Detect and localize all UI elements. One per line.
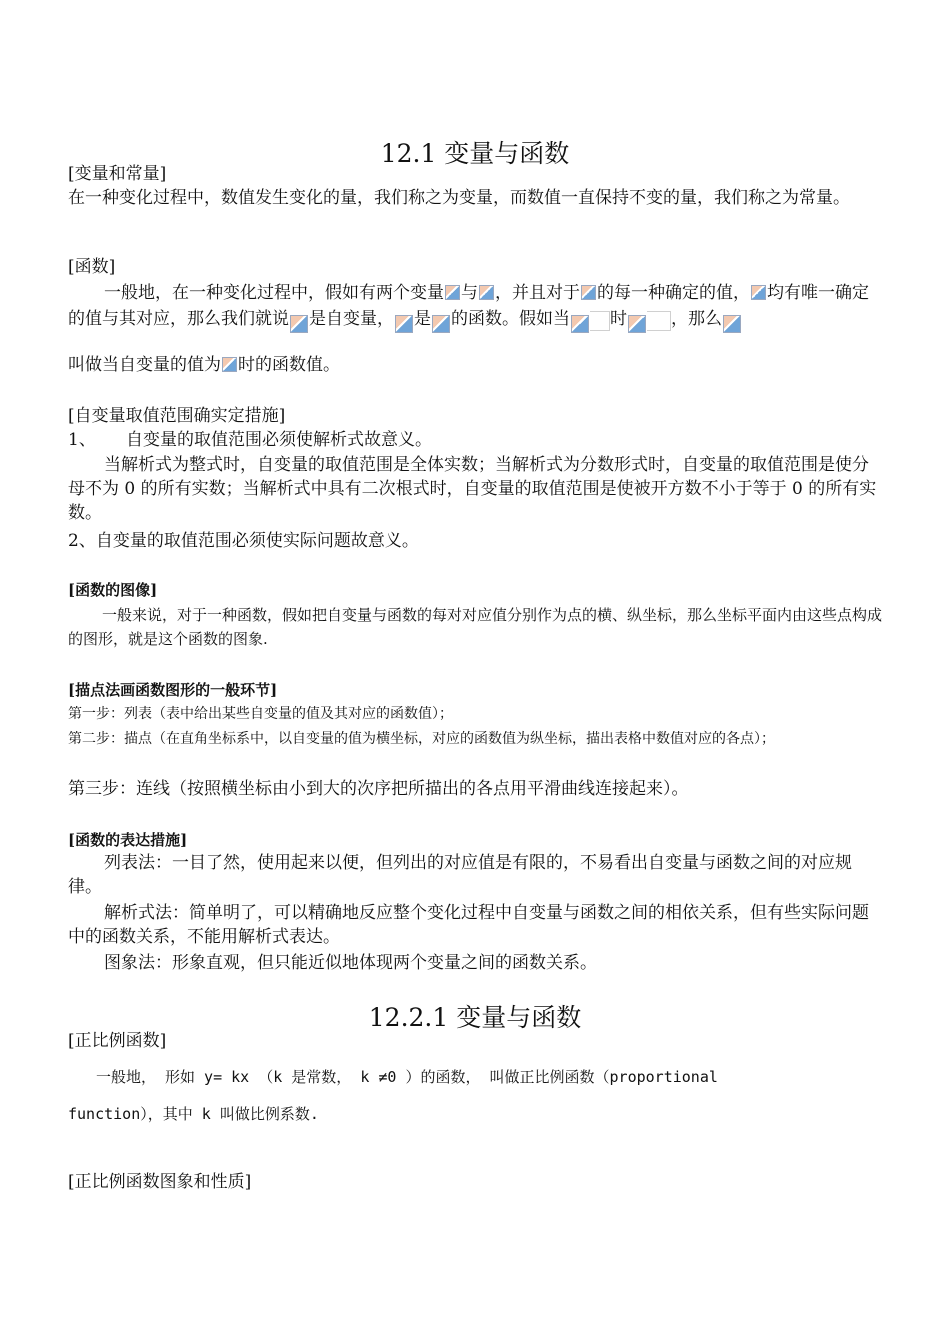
formula-image-icon <box>571 315 589 333</box>
para-graph-method: 图象法：形象直观，但只能近似地体现两个变量之间的函数关系。 <box>104 953 597 973</box>
heading-function: [函数] <box>68 257 116 277</box>
list-item-2: 2、自变量的取值范围必须使实际问题故意义。 <box>68 531 419 551</box>
para-function-definition: 一般地，在一种变化过程中，假如有两个变量 与 ，并且对于 的每一种确定的值， 均有唯一确定的值与其对应，那么我们就说 是自变量， 是 的函数。假如当 时 ，那么 <box>68 280 882 333</box>
heading-proportional-function: [正比例函数] <box>68 1031 167 1051</box>
para-variables-constants: 在一种变化过程中，数值发生变化的量，我们称之为变量，而数值一直保持不变的量，我们称之为常量。 <box>68 188 850 208</box>
step-1: 第一步：列表（表中给出某些自变量的值及其对应的函数值）； <box>68 706 453 722</box>
para-proportional-line1: 一般地， 形如 y= kx （k 是常数， k ≠0 ）的函数， 叫做正比例函数（proportional <box>96 1068 718 1086</box>
formula-image-icon <box>222 357 237 372</box>
formula-image-icon <box>628 315 646 333</box>
formula-image-icon <box>290 315 308 333</box>
heading-function-graph: [函数的图像] <box>68 581 158 599</box>
para-domain-rules: 当解析式为整式时，自变量的取值范围是全体实数；当解析式为分数形式时，自变量的取值范围是使分母不为 0 的所有实数；当解析式中具有二次根式时，自变量的取值范围是使被开方数不小于等于 0 的所有实数。 <box>68 455 877 523</box>
title-12-2-1: 12.2.1 变量与函数 <box>368 1003 582 1032</box>
formula-image-icon <box>445 285 460 300</box>
formula-image-icon <box>395 315 413 333</box>
para-formula-method: 解析式法：简单明了，可以精确地反应整个变化过程中自变量与函数之间的相依关系，但有些实际问题中的函数关系，不能用解析式表达。 <box>68 903 869 947</box>
formula-image-icon <box>479 285 494 300</box>
para-table-method: 列表法：一目了然，使用起来以便，但列出的对应值是有限的，不易看出自变量与函数之间的对应规律。 <box>68 853 852 897</box>
step-2: 第二步：描点（在直角坐标系中，以自变量的值为横坐标，对应的函数值为纵坐标，描出表格中数值对应的各点）； <box>68 731 775 747</box>
title-12-1: 12.1 变量与函数 <box>380 139 570 168</box>
heading-variables-constants: [变量和常量] <box>68 164 167 184</box>
step-3: 第三步：连线（按照横坐标由小到大的次序把所描出的各点用平滑曲线连接起来）。 <box>68 779 689 799</box>
formula-image-icon <box>432 315 450 333</box>
para-proportional-line2: function），其中 k 叫做比例系数. <box>68 1105 319 1123</box>
formula-image-frame <box>590 311 610 331</box>
formula-image-icon <box>751 285 766 300</box>
formula-image-icon <box>723 315 741 333</box>
formula-image-icon <box>581 285 596 300</box>
para-function-graph: 一般来说，对于一种函数，假如把自变量与函数的每对对应值分别作为点的横、纵坐标，那么坐标平面内由这些点构成的图形，就是这个函数的图象. <box>68 606 883 648</box>
formula-image-frame <box>647 311 671 331</box>
heading-plot-steps: [描点法画函数图形的一般环节] <box>68 681 278 699</box>
para-function-value: 叫做当自变量的值为 时的函数值。 <box>68 355 340 375</box>
list-item-1: 1、 自变量的取值范围必须使解析式故意义。 <box>68 430 432 450</box>
heading-proportional-graph-properties: [正比例函数图象和性质] <box>68 1172 252 1192</box>
heading-representation-methods: [函数的表达措施] <box>68 831 188 849</box>
heading-domain-methods: [自变量取值范围确实定措施] <box>68 406 286 426</box>
